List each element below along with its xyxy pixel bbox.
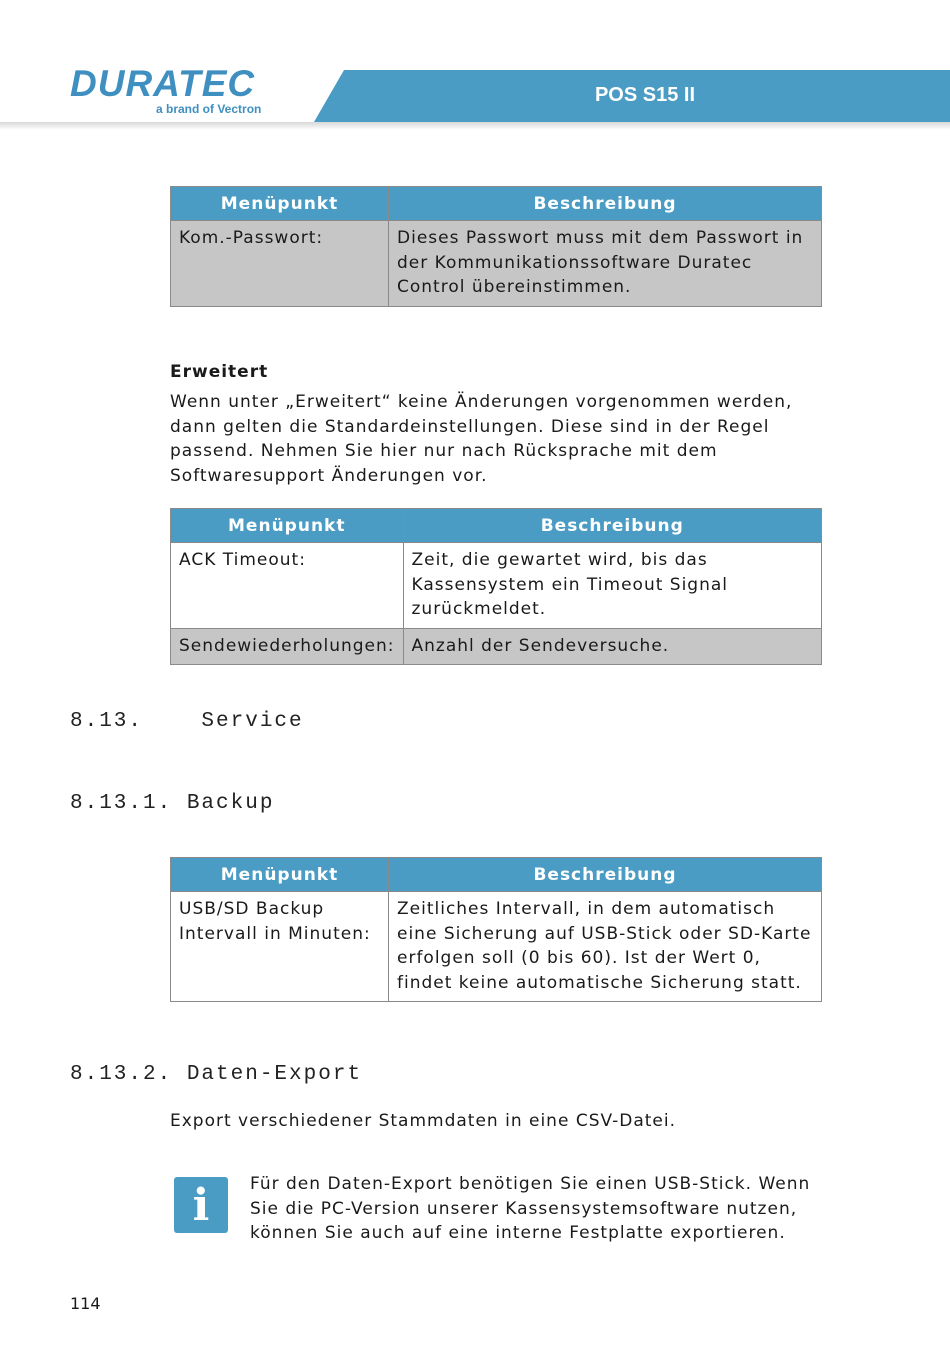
table-header-menu-item: Menüpunkt	[171, 858, 389, 892]
description-cell: Anzahl der Sendeversuche.	[403, 628, 822, 665]
logo-tagline: a brand of Vectron	[156, 102, 262, 116]
menu-item-cell: USB/SD Backup Intervall in Minuten:	[171, 892, 389, 1002]
export-paragraph: Export verschiedener Stammdaten in eine CSV-Datei.	[170, 1111, 677, 1131]
info-icon: i	[174, 1177, 228, 1233]
table-row	[171, 543, 822, 629]
description-cell: Zeitliches Intervall, in dem automatisch eine Sicherung auf USB-Stick oder SD-Karte erfolgen soll (0 bis 60). Ist der Wert 0, findet keine automatische Sicherung statt.	[389, 892, 822, 1002]
section-heading-backup: 8.13.1. Backup	[70, 792, 275, 815]
section-heading-service: 8.13. Service	[70, 710, 304, 733]
settings-table-communication	[170, 186, 822, 307]
settings-table-advanced	[170, 508, 822, 665]
product-title: POS S15 II	[594, 84, 696, 106]
settings-table-backup	[170, 857, 822, 1002]
table-header-description: Beschreibung	[403, 509, 822, 543]
header-shadow	[0, 122, 950, 130]
table-row	[171, 221, 822, 307]
menu-item-cell: Kom.-Passwort:	[171, 221, 389, 307]
menu-item-cell: Sendewiederholungen:	[171, 628, 404, 665]
menu-item-cell: ACK Timeout:	[171, 543, 404, 629]
table-row	[171, 628, 822, 665]
description-cell: Zeit, die gewartet wird, bis das Kassensystem ein Timeout Signal zurückmeldet.	[403, 543, 822, 629]
page-header	[0, 0, 950, 130]
subsection-title-erweitert: Erweitert	[170, 362, 269, 382]
page-number: 114	[70, 1294, 101, 1313]
table-row	[171, 892, 822, 1002]
table-header-menu-item: Menüpunkt	[171, 509, 404, 543]
duratec-logo: DURATEC	[70, 63, 256, 104]
table-header-description: Beschreibung	[389, 187, 822, 221]
table-header-description: Beschreibung	[389, 858, 822, 892]
table-header-menu-item: Menüpunkt	[171, 187, 389, 221]
description-cell: Dieses Passwort muss mit dem Passwort in der Kommunikationssoftware Duratec Control übereinstimmen.	[389, 221, 822, 307]
info-note: Für den Daten-Export benötigen Sie einen USB-Stick. Wenn Sie die PC-Version unserer Kassensystemsoftware nutzen, können Sie auch auf eine interne Festplatte exportieren.	[250, 1174, 811, 1243]
erweitert-paragraph: Wenn unter „Erweitert“ keine Änderungen vorgenommen werden, dann gelten die Standardeinstellungen. Diese sind in der Regel passend. Nehmen Sie hier nur nach Rücksprache mit dem Softwaresupport Änderungen vor.	[170, 392, 793, 486]
section-heading-data-export: 8.13.2. Daten-Export	[70, 1063, 363, 1086]
